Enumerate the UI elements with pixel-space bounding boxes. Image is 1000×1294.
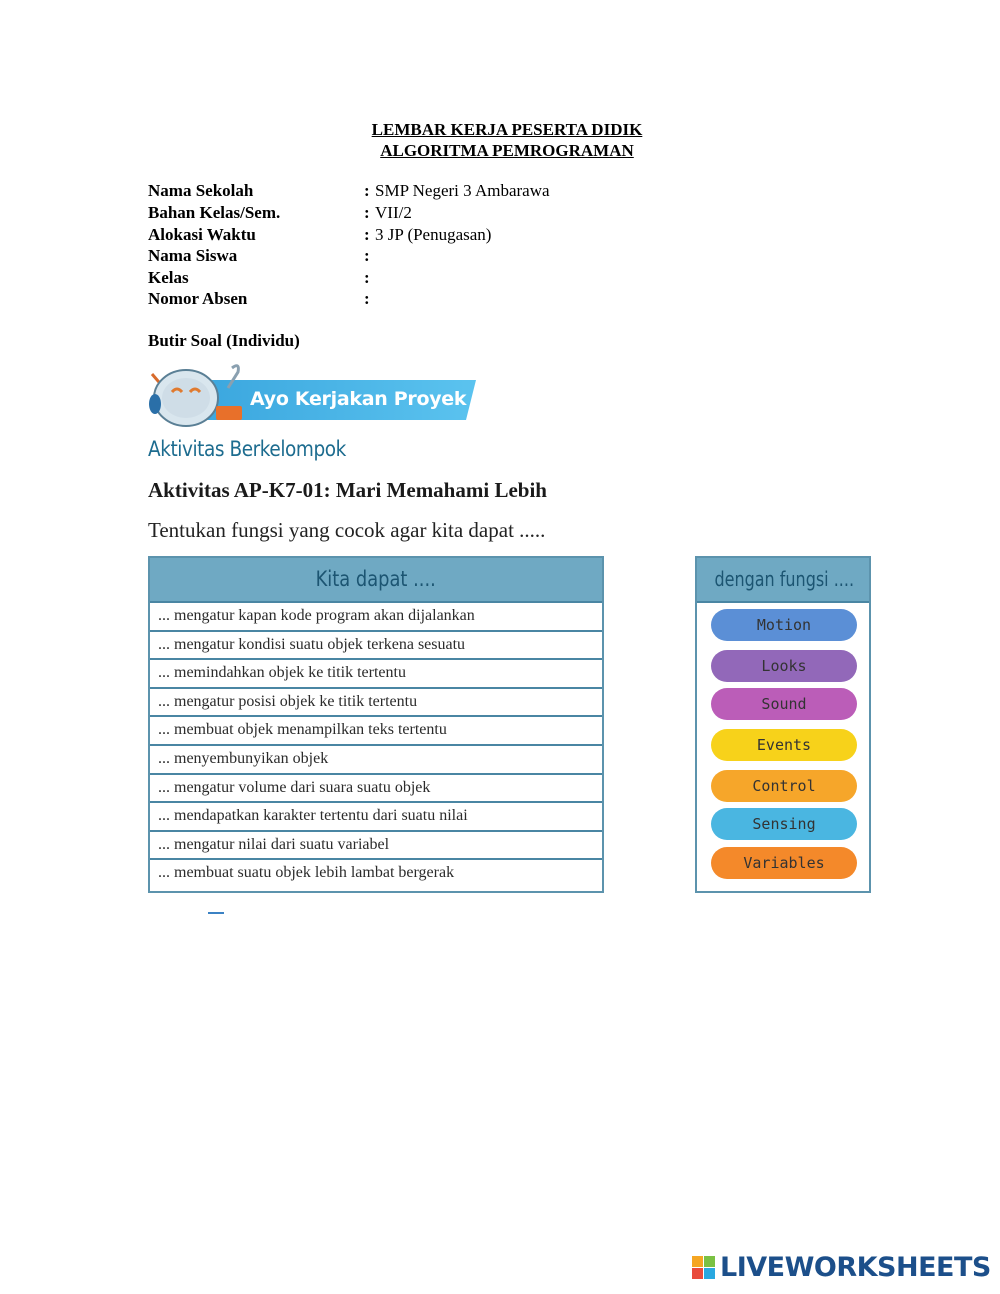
table-row[interactable]: ... mengatur kapan kode program akan dijalankan (150, 603, 602, 632)
info-colon: : (364, 225, 370, 244)
activity-group-label: Aktivitas Berkelompok (148, 437, 346, 461)
info-label-nomor-absen: Nomor Absen (148, 289, 248, 308)
kita-dapat-header (150, 558, 602, 603)
table-row[interactable]: ... membuat objek menampilkan teks tertentu (150, 717, 602, 746)
option-sound[interactable]: Sound (711, 688, 857, 720)
activity-title: Aktivitas AP-K7-01: Mari Memahami Lebih (148, 478, 547, 502)
fungsi-header (697, 558, 869, 603)
kita-dapat-header-label: Kita dapat .... (315, 567, 437, 591)
kita-dapat-table (148, 556, 604, 893)
info-label-alokasi-waktu: Alokasi Waktu (148, 225, 256, 244)
info-value-bahan-kelas: VII/2 (375, 203, 412, 222)
option-variables[interactable]: Variables (711, 847, 857, 879)
info-colon: : (364, 268, 370, 287)
table-row[interactable]: ... menyembunyikan objek (150, 746, 602, 775)
table-row[interactable]: ... mengatur posisi objek ke titik tertentu (150, 689, 602, 718)
info-value-nama-sekolah: SMP Negeri 3 Ambarawa (375, 181, 550, 200)
activity-instruction: Tentukan fungsi yang cocok agar kita dapat ..... (148, 518, 546, 542)
info-label-nama-siswa: Nama Siswa (148, 246, 238, 265)
table-row[interactable]: ... mengatur nilai dari suatu variabel (150, 832, 602, 861)
option-events[interactable]: Events (711, 729, 857, 761)
info-value-alokasi-waktu: 3 JP (Penugasan) (375, 225, 492, 244)
banner-text: Ayo Kerjakan Proyek (250, 388, 467, 410)
option-control[interactable]: Control (711, 770, 857, 802)
option-motion[interactable]: Motion (711, 609, 857, 641)
table-row[interactable]: ... memindahkan objek ke titik tertentu (150, 660, 602, 689)
option-looks[interactable]: Looks (711, 650, 857, 682)
info-colon: : (364, 181, 370, 200)
liveworksheets-brand: LIVEWORKSHEETS (720, 1252, 991, 1283)
info-colon: : (364, 203, 370, 222)
small-link-mark (208, 912, 224, 914)
info-colon: : (364, 289, 370, 308)
page-title-line1: LEMBAR KERJA PESERTA DIDIK (371, 120, 643, 139)
info-colon: : (364, 246, 370, 265)
table-row[interactable]: ... mengatur volume dari suara suatu objek (150, 775, 602, 804)
info-label-nama-sekolah: Nama Sekolah (148, 181, 254, 200)
option-sensing[interactable]: Sensing (711, 808, 857, 840)
fungsi-header-label: dengan fungsi .... (714, 567, 855, 591)
liveworksheets-logo-icon (692, 1256, 716, 1280)
table-row[interactable]: ... mendapatkan karakter tertentu dari suatu nilai (150, 803, 602, 832)
table-row[interactable]: ... mengatur kondisi suatu objek terkena sesuatu (150, 632, 602, 661)
table-row[interactable]: ... membuat suatu objek lebih lambat bergerak (158, 864, 455, 882)
info-label-bahan-kelas: Bahan Kelas/Sem. (148, 203, 281, 222)
info-label-kelas: Kelas (148, 268, 189, 287)
fungsi-table (695, 556, 871, 893)
section-title: Butir Soal (Individu) (148, 331, 300, 350)
page-title-line2: ALGORITMA PEMROGRAMAN (380, 141, 634, 160)
